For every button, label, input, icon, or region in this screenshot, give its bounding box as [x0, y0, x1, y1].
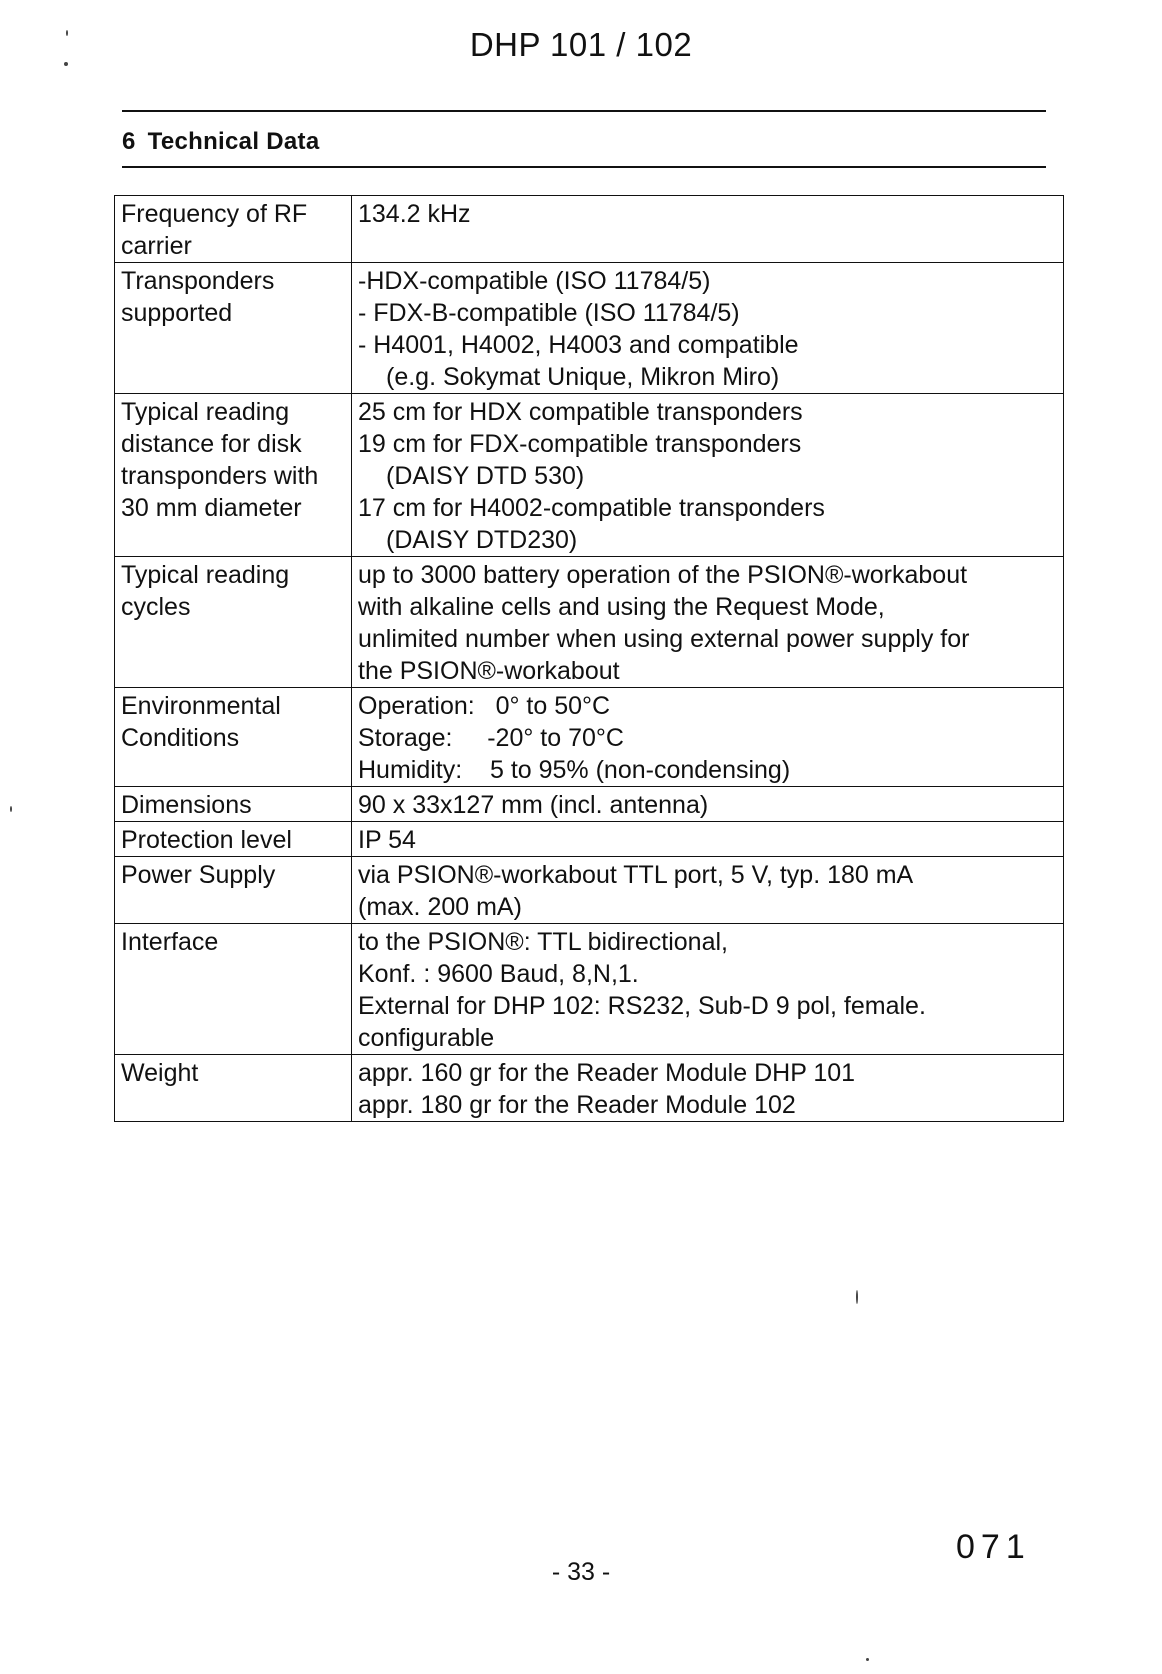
parameter-line: Typical reading: [121, 561, 290, 589]
parameter-cell: [115, 787, 352, 822]
parameter-line: Dimensions: [121, 791, 252, 819]
table-row: [115, 787, 1064, 822]
parameter-line: Interface: [121, 928, 219, 956]
parameter-cell: [115, 924, 352, 1055]
parameter-line: Typical reading: [121, 398, 290, 426]
value-line: 134.2 kHz: [358, 200, 471, 228]
value-cell: [352, 394, 1064, 557]
value-line: External for DHP 102: RS232, Sub-D 9 pol, female.: [358, 992, 926, 1020]
value-line: - H4001, H4002, H4003 and compatible: [358, 331, 799, 359]
section-number: 6: [122, 128, 136, 155]
parameter-cell: [115, 857, 352, 924]
value-line: appr. 160 gr for the Reader Module DHP 101: [358, 1059, 856, 1087]
page-number: - 33 -: [551, 1558, 611, 1586]
table-row: [115, 822, 1064, 857]
parameter-line: Transponders: [121, 267, 275, 295]
scan-speck: [10, 806, 12, 812]
value-line: appr. 180 gr for the Reader Module 102: [358, 1091, 796, 1119]
table-row: [115, 688, 1064, 787]
value-line: via PSION®-workabout TTL port, 5 V, typ. 180 mA: [358, 861, 914, 889]
value-line: IP 54: [358, 826, 416, 854]
value-line: Storage: -20° to 70°C: [358, 724, 624, 752]
parameter-cell: [115, 557, 352, 688]
document-header: DHP 101 / 102: [469, 26, 693, 63]
scan-speck: [866, 1658, 869, 1661]
value-line: Humidity: 5 to 95% (non-condensing): [358, 756, 791, 784]
parameter-line: supported: [121, 299, 233, 327]
parameter-cell: [115, 394, 352, 557]
table-row: [115, 263, 1064, 394]
table-row: [115, 857, 1064, 924]
parameter-cell: [115, 196, 352, 263]
table-row: [115, 557, 1064, 688]
value-line: - FDX-B-compatible (ISO 11784/5): [358, 299, 740, 327]
value-line: (max. 200 mA): [358, 893, 522, 921]
section-heading: [122, 128, 319, 156]
parameter-cell: [115, 688, 352, 787]
parameter-line: distance for disk: [121, 430, 302, 458]
header-rule-top: [122, 110, 1046, 112]
value-line: 17 cm for H4002-compatible transponders: [358, 494, 825, 522]
parameter-line: carrier: [121, 232, 192, 260]
value-line: 19 cm for FDX-compatible transponders: [358, 430, 802, 458]
value-line: unlimited number when using external power supply for: [358, 625, 970, 653]
value-line: up to 3000 battery operation of the PSION®-workabout: [358, 561, 968, 589]
parameter-line: Environmental: [121, 692, 281, 720]
value-line: Operation: 0° to 50°C: [358, 692, 611, 720]
header-rule-bottom: [122, 166, 1046, 168]
value-line: configurable: [358, 1024, 495, 1052]
parameter-line: Power Supply: [121, 861, 276, 889]
section-title: Technical Data: [147, 128, 320, 155]
value-cell: [352, 787, 1064, 822]
value-cell: [352, 263, 1064, 394]
value-line: (DAISY DTD230): [386, 526, 578, 554]
value-cell: [352, 857, 1064, 924]
table-row: [115, 1055, 1064, 1122]
value-cell: [352, 557, 1064, 688]
parameter-line: Conditions: [121, 724, 240, 752]
scan-speck: [856, 1290, 858, 1304]
document-stamp-number: 071: [956, 1528, 1031, 1566]
parameter-line: 30 mm diameter: [121, 494, 302, 522]
parameter-cell: [115, 1055, 352, 1122]
value-cell: [352, 924, 1064, 1055]
parameter-line: Protection level: [121, 826, 292, 854]
value-line: Konf. : 9600 Baud, 8,N,1.: [358, 960, 639, 988]
parameter-line: Frequency of RF: [121, 200, 308, 228]
parameter-cell: [115, 263, 352, 394]
scan-speck: [66, 30, 68, 36]
parameter-cell: [115, 822, 352, 857]
value-cell: [352, 1055, 1064, 1122]
value-cell: [352, 196, 1064, 263]
value-line: with alkaline cells and using the Request Mode,: [358, 593, 885, 621]
table-row: [115, 196, 1064, 263]
table-row: [115, 394, 1064, 557]
technical-data-table: [114, 195, 1064, 1122]
value-line: 90 x 33x127 mm (incl. antenna): [358, 791, 709, 819]
value-cell: [352, 688, 1064, 787]
value-cell: [352, 822, 1064, 857]
value-line: (e.g. Sokymat Unique, Mikron Miro): [386, 363, 780, 391]
parameter-line: transponders with: [121, 462, 319, 490]
table-row: [115, 924, 1064, 1055]
parameter-line: Weight: [121, 1059, 199, 1087]
scan-speck: [64, 62, 68, 66]
parameter-line: cycles: [121, 593, 191, 621]
value-line: the PSION®-workabout: [358, 657, 620, 685]
value-line: (DAISY DTD 530): [386, 462, 585, 490]
value-line: -HDX-compatible (ISO 11784/5): [358, 267, 711, 295]
value-line: to the PSION®: TTL bidirectional,: [358, 928, 728, 956]
value-line: 25 cm for HDX compatible transponders: [358, 398, 803, 426]
